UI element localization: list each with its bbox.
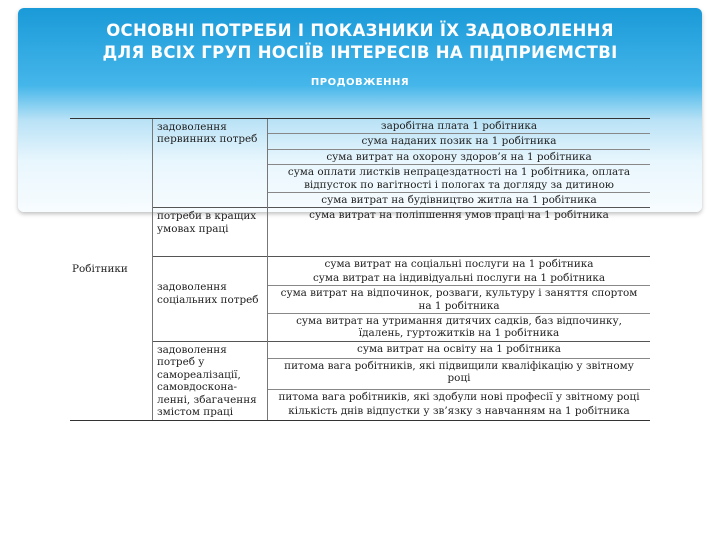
table-row [70, 341, 650, 358]
needs-table [70, 118, 650, 421]
indicator-cell: питома вага робітників, які підвищили кваліфікацію у звітному році [268, 358, 651, 389]
needs-table-container [70, 118, 650, 421]
title-line-2: ДЛЯ ВСІХ ГРУП НОСІЇВ ІНТЕРЕСІВ НА ПІДПРИЄМСТВІ [102, 43, 618, 62]
indicator-cell: сума витрат на поліпшення умов праці на 1 робітника [268, 208, 651, 257]
indicator-cell: сума наданих позик на 1 робітника [268, 134, 651, 149]
table-row [70, 257, 650, 272]
indicator-cell: сума витрат на освіту на 1 робітника [268, 341, 651, 358]
indicator-cell: сума витрат на відпочинок, розваги, культуру і заняття спортом на 1 робітника [268, 286, 651, 314]
title-line-1: ОСНОВНІ ПОТРЕБИ І ПОКАЗНИКИ ЇХ ЗАДОВОЛЕННЯ [106, 21, 614, 40]
slide-title [18, 20, 702, 64]
indicator-cell: сума витрат на індивідуальні послуги на 1 робітника [268, 272, 651, 286]
indicator-cell: заробітна плата 1 робітника [268, 119, 651, 134]
indicator-cell: сума витрат на будівництво житла на 1 робітника [268, 193, 651, 208]
slide-subtitle: ПРОДОВЖЕННЯ [310, 77, 410, 88]
indicator-cell: питома вага робітників, які здобули нові професії у звітному році [268, 389, 651, 405]
need-label: задоволення соціальних потреб [153, 257, 268, 341]
indicator-cell: сума оплати листків непрацездатності на 1 робітника, оплата відпусток по вагітності і пологах та догляду за дитиною [268, 165, 651, 193]
need-label: задоволення потреб у самореалізації, самовдоскона-ленні, збагачення змістом праці [153, 341, 268, 420]
need-label: задоволення первинних потреб [153, 119, 268, 208]
indicator-cell: сума витрат на охорону здоров’я на 1 робітника [268, 149, 651, 164]
indicator-cell: сума витрат на утримання дитячих садків, баз відпочинку, їдалень, гуртожитків на 1 робітника [268, 314, 651, 342]
need-label: потреби в кращих умовах праці [153, 208, 268, 257]
table-row [70, 208, 650, 257]
group-cell: Робітники [70, 119, 153, 421]
table-row [70, 119, 650, 134]
indicator-cell: сума витрат на соціальні послуги на 1 робітника [268, 257, 651, 272]
indicator-cell: кількість днів відпустки у зв’язку з навчанням на 1 робітника [268, 405, 651, 420]
